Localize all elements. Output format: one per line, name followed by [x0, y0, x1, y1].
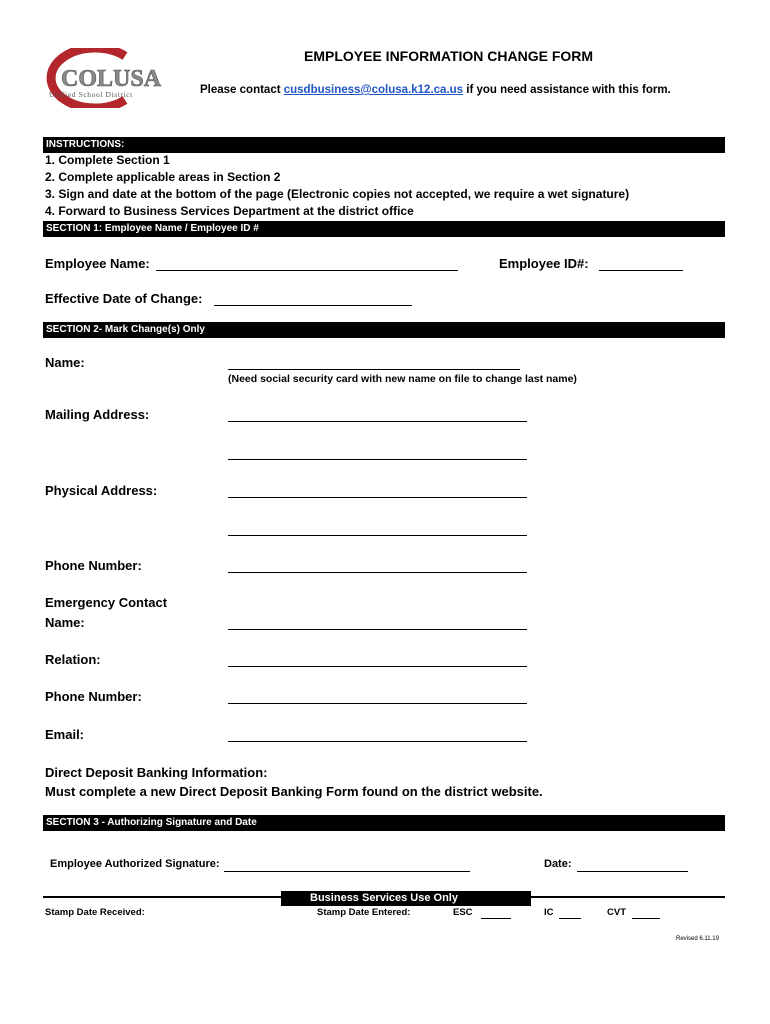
phone-number-field[interactable]	[228, 572, 527, 573]
emergency-contact-label: Emergency Contact	[45, 595, 168, 610]
name-field[interactable]	[228, 369, 520, 370]
employee-name-label: Employee Name:	[45, 256, 150, 271]
name-note: (Need social security card with new name on file to change last name)	[228, 373, 577, 385]
date-field[interactable]	[577, 871, 688, 872]
instruction-item: 1. Complete Section 1	[45, 153, 170, 167]
stamp-date-entered-label: Stamp Date Entered:	[317, 907, 411, 918]
mailing-address-field-2[interactable]	[228, 459, 527, 460]
email-label: Email:	[45, 727, 85, 742]
ic-label: IC	[544, 907, 554, 918]
ic-field[interactable]	[559, 918, 581, 919]
business-use-bar	[43, 891, 725, 906]
physical-address-label: Physical Address:	[45, 483, 158, 498]
physical-address-field-1[interactable]	[228, 497, 527, 498]
section3-heading: SECTION 3 - Authorizing Signature and Date	[43, 815, 725, 831]
esc-field[interactable]	[481, 918, 511, 919]
emergency-contact-name-label: Name:	[45, 615, 85, 630]
mailing-address-label: Mailing Address:	[45, 407, 150, 422]
stamp-date-received-label: Stamp Date Received:	[45, 907, 145, 918]
emergency-phone-label: Phone Number:	[45, 689, 142, 704]
section2-heading: SECTION 2- Mark Change(s) Only	[43, 322, 725, 338]
effective-date-field[interactable]	[214, 305, 412, 306]
instruction-item: 4. Forward to Business Services Department at the district office	[45, 204, 414, 218]
direct-deposit-heading: Direct Deposit Banking Information:	[45, 765, 268, 780]
employee-id-field[interactable]	[599, 270, 683, 271]
email-field[interactable]	[228, 741, 527, 742]
contact-email-link[interactable]: cusdbusiness@colusa.k12.ca.us	[283, 84, 464, 96]
phone-number-label: Phone Number:	[45, 558, 142, 573]
instruction-item: 2. Complete applicable areas in Section 2	[45, 170, 281, 184]
cvt-label: CVT	[607, 907, 626, 918]
emergency-contact-name-field[interactable]	[228, 629, 527, 630]
contact-line	[200, 84, 671, 96]
relation-field[interactable]	[228, 666, 527, 667]
name-label: Name:	[45, 355, 85, 370]
signature-label: Employee Authorized Signature:	[50, 858, 220, 870]
employee-name-field[interactable]	[156, 270, 458, 271]
direct-deposit-note: Must complete a new Direct Deposit Banking Form found on the district website.	[45, 784, 543, 799]
revision-date: Revised 6.11.19	[676, 936, 719, 942]
contact-suffix: if you need assistance with this form.	[463, 84, 671, 96]
employee-id-label: Employee ID#:	[499, 256, 589, 271]
contact-prefix: Please contact	[200, 84, 284, 96]
mailing-address-field-1[interactable]	[228, 421, 527, 422]
effective-date-label: Effective Date of Change:	[45, 291, 203, 306]
signature-field[interactable]	[224, 871, 470, 872]
physical-address-field-2[interactable]	[228, 535, 527, 536]
date-label: Date:	[544, 858, 572, 870]
section1-heading: SECTION 1: Employee Name / Employee ID #	[43, 221, 725, 237]
cvt-field[interactable]	[632, 918, 660, 919]
instruction-item: 3. Sign and date at the bottom of the page (Electronic copies not accepted, we require a wet signature)	[45, 187, 630, 201]
form-title: EMPLOYEE INFORMATION CHANGE FORM	[304, 48, 594, 64]
esc-label: ESC	[453, 907, 473, 918]
relation-label: Relation:	[45, 652, 101, 667]
instructions-heading: INSTRUCTIONS:	[43, 137, 725, 153]
logo-subtext: Unified School District	[49, 90, 133, 99]
district-logo	[33, 48, 179, 108]
business-use-heading: Business Services Use Only	[310, 892, 458, 904]
emergency-phone-field[interactable]	[228, 703, 527, 704]
logo-text: COLUSA	[61, 66, 162, 92]
